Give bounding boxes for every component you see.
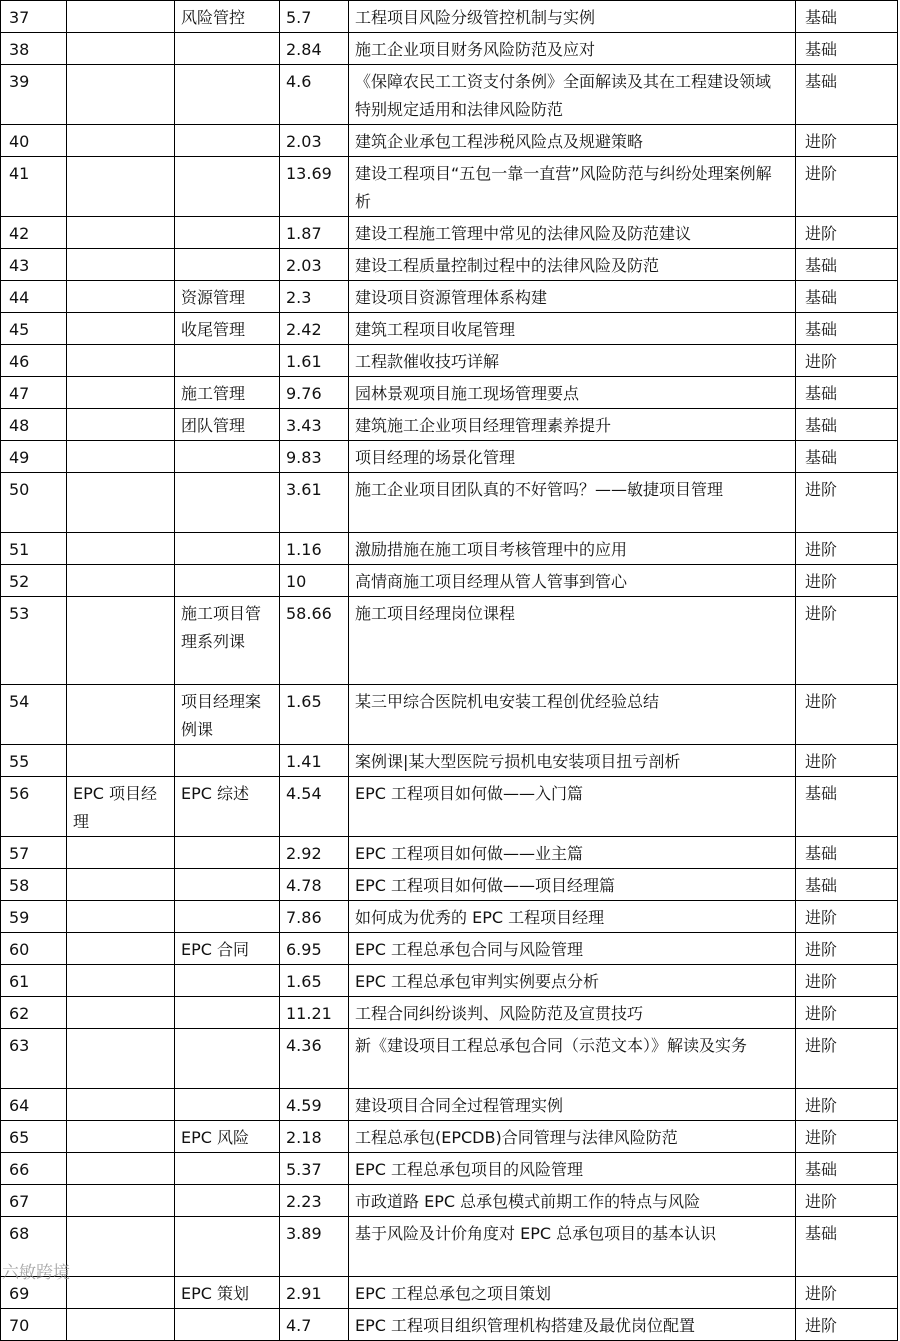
course-title-cell: EPC 工程项目如何做——项目经理篇 xyxy=(349,869,796,901)
row-number: 65 xyxy=(1,1121,67,1153)
subcategory-cell: EPC 合同 xyxy=(175,933,280,965)
category-cell xyxy=(67,965,175,997)
hours-cell: 2.03 xyxy=(280,249,349,281)
table-row xyxy=(1,745,898,777)
hours-cell: 2.42 xyxy=(280,313,349,345)
category-cell xyxy=(67,125,175,157)
category-cell xyxy=(67,869,175,901)
category-cell xyxy=(67,157,175,217)
row-number: 64 xyxy=(1,1089,67,1121)
table-row xyxy=(1,597,898,685)
category-cell xyxy=(67,377,175,409)
subcategory-cell: 施工项目管理系列课 xyxy=(175,597,280,685)
watermark: 六敏跨境 xyxy=(2,1263,70,1283)
hours-cell: 11.21 xyxy=(280,997,349,1029)
row-number: 48 xyxy=(1,409,67,441)
level-cell: 进阶 xyxy=(796,565,898,597)
course-title-cell: 建设工程项目“五包一靠一直营”风险防范与纠纷处理案例解析 xyxy=(349,157,796,217)
level-cell: 进阶 xyxy=(796,933,898,965)
level-cell: 进阶 xyxy=(796,1029,898,1089)
level-cell: 基础 xyxy=(796,441,898,473)
level-cell: 基础 xyxy=(796,837,898,869)
subcategory-cell xyxy=(175,1153,280,1185)
course-title-cell: EPC 工程总承包之项目策划 xyxy=(349,1277,796,1309)
level-cell: 进阶 xyxy=(796,1121,898,1153)
course-title-cell: 激励措施在施工项目考核管理中的应用 xyxy=(349,533,796,565)
table-row xyxy=(1,1,898,33)
row-number: 52 xyxy=(1,565,67,597)
subcategory-cell xyxy=(175,125,280,157)
table-row xyxy=(1,685,898,745)
hours-cell: 3.61 xyxy=(280,473,349,533)
course-title-cell: 工程总承包(EPCDB)合同管理与法律风险防范 xyxy=(349,1121,796,1153)
row-number: 54 xyxy=(1,685,67,745)
category-cell xyxy=(67,1029,175,1089)
subcategory-cell: 团队管理 xyxy=(175,409,280,441)
table-row xyxy=(1,1029,898,1089)
hours-cell: 4.78 xyxy=(280,869,349,901)
subcategory-cell: EPC 风险 xyxy=(175,1121,280,1153)
category-cell xyxy=(67,281,175,313)
row-number: 37 xyxy=(1,1,67,33)
hours-cell: 3.43 xyxy=(280,409,349,441)
hours-cell: 2.84 xyxy=(280,33,349,65)
hours-cell: 6.95 xyxy=(280,933,349,965)
table-row xyxy=(1,997,898,1029)
table-row xyxy=(1,565,898,597)
row-number: 43 xyxy=(1,249,67,281)
subcategory-cell xyxy=(175,869,280,901)
table-row xyxy=(1,1309,898,1341)
level-cell: 基础 xyxy=(796,1217,898,1277)
table-row xyxy=(1,441,898,473)
subcategory-cell xyxy=(175,837,280,869)
course-title-cell: EPC 工程总承包审判实例要点分析 xyxy=(349,965,796,997)
level-cell: 基础 xyxy=(796,409,898,441)
subcategory-cell xyxy=(175,217,280,249)
hours-cell: 4.36 xyxy=(280,1029,349,1089)
row-number: 68 xyxy=(1,1217,67,1277)
table-row xyxy=(1,1121,898,1153)
category-cell xyxy=(67,473,175,533)
category-cell xyxy=(67,837,175,869)
table-row xyxy=(1,1217,898,1277)
course-title-cell: 高情商施工项目经理从管人管事到管心 xyxy=(349,565,796,597)
category-cell xyxy=(67,1089,175,1121)
subcategory-cell xyxy=(175,345,280,377)
level-cell: 进阶 xyxy=(796,157,898,217)
hours-cell: 2.3 xyxy=(280,281,349,313)
row-number: 38 xyxy=(1,33,67,65)
subcategory-cell xyxy=(175,901,280,933)
subcategory-cell: 收尾管理 xyxy=(175,313,280,345)
level-cell: 基础 xyxy=(796,1153,898,1185)
level-cell: 进阶 xyxy=(796,965,898,997)
table-row xyxy=(1,125,898,157)
table-row xyxy=(1,533,898,565)
row-number: 51 xyxy=(1,533,67,565)
level-cell: 基础 xyxy=(796,65,898,125)
category-cell xyxy=(67,249,175,281)
course-title-cell: 施工企业项目财务风险防范及应对 xyxy=(349,33,796,65)
row-number: 47 xyxy=(1,377,67,409)
row-number: 60 xyxy=(1,933,67,965)
row-number: 61 xyxy=(1,965,67,997)
table-row xyxy=(1,345,898,377)
table-row xyxy=(1,1277,898,1309)
hours-cell: 9.83 xyxy=(280,441,349,473)
table-row xyxy=(1,1089,898,1121)
category-cell xyxy=(67,745,175,777)
hours-cell: 7.86 xyxy=(280,901,349,933)
course-title-cell: 建设工程质量控制过程中的法律风险及防范 xyxy=(349,249,796,281)
level-cell: 基础 xyxy=(796,281,898,313)
subcategory-cell xyxy=(175,965,280,997)
category-cell xyxy=(67,901,175,933)
subcategory-cell xyxy=(175,533,280,565)
subcategory-cell: 施工管理 xyxy=(175,377,280,409)
hours-cell: 3.89 xyxy=(280,1217,349,1277)
table-row xyxy=(1,1185,898,1217)
course-title-cell: 施工项目经理岗位课程 xyxy=(349,597,796,685)
row-number: 40 xyxy=(1,125,67,157)
hours-cell: 1.65 xyxy=(280,965,349,997)
subcategory-cell xyxy=(175,441,280,473)
subcategory-cell xyxy=(175,1217,280,1277)
category-cell xyxy=(67,1217,175,1277)
category-cell xyxy=(67,1,175,33)
subcategory-cell xyxy=(175,33,280,65)
hours-cell: 2.91 xyxy=(280,1277,349,1309)
course-title-cell: EPC 工程项目如何做——业主篇 xyxy=(349,837,796,869)
subcategory-cell: 资源管理 xyxy=(175,281,280,313)
category-cell xyxy=(67,1309,175,1341)
table-row xyxy=(1,933,898,965)
row-number: 53 xyxy=(1,597,67,685)
level-cell: 基础 xyxy=(796,777,898,837)
level-cell: 进阶 xyxy=(796,685,898,745)
hours-cell: 2.18 xyxy=(280,1121,349,1153)
row-number: 55 xyxy=(1,745,67,777)
level-cell: 进阶 xyxy=(796,345,898,377)
category-cell xyxy=(67,685,175,745)
course-title-cell: 如何成为优秀的 EPC 工程项目经理 xyxy=(349,901,796,933)
subcategory-cell: 项目经理案例课 xyxy=(175,685,280,745)
hours-cell: 9.76 xyxy=(280,377,349,409)
hours-cell: 5.7 xyxy=(280,1,349,33)
level-cell: 进阶 xyxy=(796,745,898,777)
category-cell xyxy=(67,441,175,473)
level-cell: 进阶 xyxy=(796,1277,898,1309)
course-title-cell: 工程合同纠纷谈判、风险防范及宣贯技巧 xyxy=(349,997,796,1029)
course-title-cell: 施工企业项目团队真的不好管吗？——敏捷项目管理 xyxy=(349,473,796,533)
hours-cell: 4.7 xyxy=(280,1309,349,1341)
course-title-cell: 市政道路 EPC 总承包模式前期工作的特点与风险 xyxy=(349,1185,796,1217)
row-number: 57 xyxy=(1,837,67,869)
course-title-cell: 建设项目资源管理体系构建 xyxy=(349,281,796,313)
subcategory-cell xyxy=(175,565,280,597)
subcategory-cell xyxy=(175,997,280,1029)
row-number: 56 xyxy=(1,777,67,837)
level-cell: 进阶 xyxy=(796,1185,898,1217)
course-title-cell: 案例课|某大型医院亏损机电安装项目扭亏剖析 xyxy=(349,745,796,777)
subcategory-cell xyxy=(175,745,280,777)
table-row xyxy=(1,409,898,441)
category-cell xyxy=(67,409,175,441)
course-title-cell: 《保障农民工工资支付条例》全面解读及其在工程建设领域特别规定适用和法律风险防范 xyxy=(349,65,796,125)
table-row xyxy=(1,965,898,997)
hours-cell: 1.65 xyxy=(280,685,349,745)
table-row xyxy=(1,377,898,409)
row-number: 42 xyxy=(1,217,67,249)
hours-cell: 1.61 xyxy=(280,345,349,377)
table-row xyxy=(1,869,898,901)
hours-cell: 4.59 xyxy=(280,1089,349,1121)
category-cell xyxy=(67,65,175,125)
category-cell xyxy=(67,33,175,65)
subcategory-cell: EPC 综述 xyxy=(175,777,280,837)
table-row xyxy=(1,249,898,281)
subcategory-cell xyxy=(175,157,280,217)
subcategory-cell xyxy=(175,1089,280,1121)
table-row xyxy=(1,157,898,217)
course-title-cell: 新《建设项目工程总承包合同（示范文本）》解读及实务 xyxy=(349,1029,796,1089)
level-cell: 进阶 xyxy=(796,217,898,249)
subcategory-cell: EPC 策划 xyxy=(175,1277,280,1309)
level-cell: 基础 xyxy=(796,869,898,901)
hours-cell: 2.03 xyxy=(280,125,349,157)
level-cell: 进阶 xyxy=(796,533,898,565)
course-title-cell: EPC 工程总承包项目的风险管理 xyxy=(349,1153,796,1185)
course-title-cell: 建设项目合同全过程管理实例 xyxy=(349,1089,796,1121)
hours-cell: 5.37 xyxy=(280,1153,349,1185)
table-row xyxy=(1,217,898,249)
table-row xyxy=(1,65,898,125)
row-number: 59 xyxy=(1,901,67,933)
row-number: 45 xyxy=(1,313,67,345)
subcategory-cell xyxy=(175,1029,280,1089)
level-cell: 进阶 xyxy=(796,997,898,1029)
level-cell: 进阶 xyxy=(796,1089,898,1121)
subcategory-cell xyxy=(175,65,280,125)
row-number: 70 xyxy=(1,1309,67,1341)
level-cell: 进阶 xyxy=(796,473,898,533)
course-title-cell: EPC 工程项目组织管理机构搭建及最优岗位配置 xyxy=(349,1309,796,1341)
table-row xyxy=(1,1153,898,1185)
category-cell xyxy=(67,533,175,565)
table-row xyxy=(1,281,898,313)
course-title-cell: 建设工程施工管理中常见的法律风险及防范建议 xyxy=(349,217,796,249)
subcategory-cell xyxy=(175,249,280,281)
subcategory-cell xyxy=(175,1185,280,1217)
table-row xyxy=(1,777,898,837)
category-cell xyxy=(67,1121,175,1153)
level-cell: 进阶 xyxy=(796,125,898,157)
hours-cell: 4.6 xyxy=(280,65,349,125)
row-number: 44 xyxy=(1,281,67,313)
category-cell xyxy=(67,1153,175,1185)
course-title-cell: 建筑企业承包工程涉税风险点及规避策略 xyxy=(349,125,796,157)
hours-cell: 2.92 xyxy=(280,837,349,869)
row-number: 58 xyxy=(1,869,67,901)
row-number: 41 xyxy=(1,157,67,217)
course-title-cell: 园林景观项目施工现场管理要点 xyxy=(349,377,796,409)
row-number: 46 xyxy=(1,345,67,377)
category-cell xyxy=(67,345,175,377)
category-cell xyxy=(67,565,175,597)
row-number: 69 xyxy=(1,1277,67,1309)
table-row xyxy=(1,33,898,65)
hours-cell: 1.87 xyxy=(280,217,349,249)
row-number: 63 xyxy=(1,1029,67,1089)
row-number: 66 xyxy=(1,1153,67,1185)
row-number: 49 xyxy=(1,441,67,473)
table-row xyxy=(1,313,898,345)
hours-cell: 13.69 xyxy=(280,157,349,217)
category-cell xyxy=(67,997,175,1029)
category-cell xyxy=(67,313,175,345)
course-title-cell: 基于风险及计价角度对 EPC 总承包项目的基本认识 xyxy=(349,1217,796,1277)
level-cell: 基础 xyxy=(796,1,898,33)
subcategory-cell: 风险管控 xyxy=(175,1,280,33)
row-number: 39 xyxy=(1,65,67,125)
hours-cell: 2.23 xyxy=(280,1185,349,1217)
subcategory-cell xyxy=(175,473,280,533)
category-cell xyxy=(67,1277,175,1309)
subcategory-cell xyxy=(175,1309,280,1341)
table-row xyxy=(1,473,898,533)
category-cell xyxy=(67,217,175,249)
course-title-cell: 建筑施工企业项目经理管理素养提升 xyxy=(349,409,796,441)
course-table-body xyxy=(1,1,898,1341)
course-title-cell: 建筑工程项目收尾管理 xyxy=(349,313,796,345)
category-cell: EPC 项目经理 xyxy=(67,777,175,837)
hours-cell: 4.54 xyxy=(280,777,349,837)
category-cell xyxy=(67,933,175,965)
table-row xyxy=(1,901,898,933)
level-cell: 进阶 xyxy=(796,1309,898,1341)
level-cell: 进阶 xyxy=(796,597,898,685)
course-title-cell: EPC 工程项目如何做——入门篇 xyxy=(349,777,796,837)
level-cell: 基础 xyxy=(796,33,898,65)
row-number: 62 xyxy=(1,997,67,1029)
course-title-cell: 项目经理的场景化管理 xyxy=(349,441,796,473)
course-title-cell: 工程款催收技巧详解 xyxy=(349,345,796,377)
level-cell: 基础 xyxy=(796,377,898,409)
hours-cell: 58.66 xyxy=(280,597,349,685)
course-title-cell: EPC 工程总承包合同与风险管理 xyxy=(349,933,796,965)
hours-cell: 10 xyxy=(280,565,349,597)
category-cell xyxy=(67,597,175,685)
level-cell: 基础 xyxy=(796,249,898,281)
level-cell: 进阶 xyxy=(796,901,898,933)
row-number: 50 xyxy=(1,473,67,533)
hours-cell: 1.16 xyxy=(280,533,349,565)
category-cell xyxy=(67,1185,175,1217)
table-row xyxy=(1,837,898,869)
course-title-cell: 工程项目风险分级管控机制与实例 xyxy=(349,1,796,33)
hours-cell: 1.41 xyxy=(280,745,349,777)
course-title-cell: 某三甲综合医院机电安装工程创优经验总结 xyxy=(349,685,796,745)
row-number: 67 xyxy=(1,1185,67,1217)
level-cell: 基础 xyxy=(796,313,898,345)
